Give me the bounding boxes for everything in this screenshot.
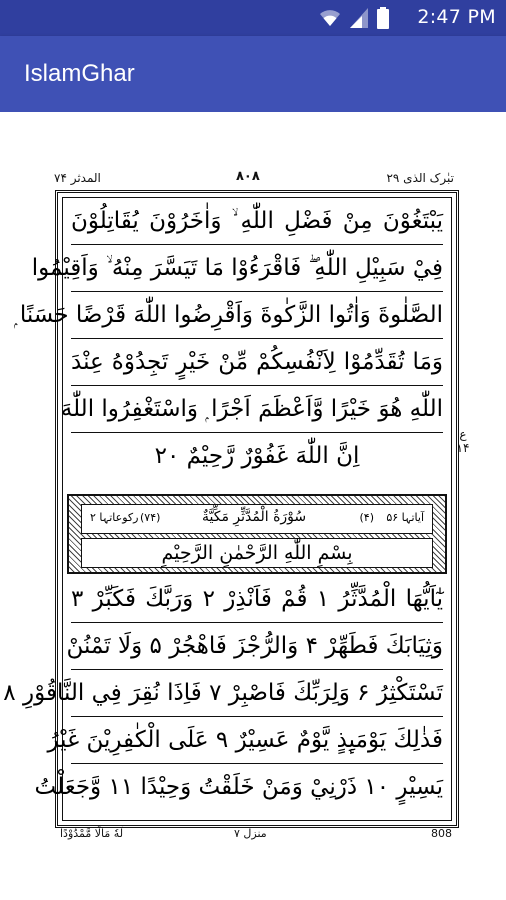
- ruku-margin-mark: ع ۱۴: [456, 427, 470, 455]
- header-juz-name: تبٰرک الذی ۲۹: [386, 171, 454, 185]
- header-surah-name: المدثر ۷۴: [54, 171, 101, 185]
- verse-line: اللّٰهِ هُوَ خَيْرًا وَّاَعْظَمَ اَجْرًا ۭ وَاسْتَغْفِرُوا اللّٰهَ: [71, 386, 443, 433]
- app-title: IslamGhar: [24, 60, 135, 87]
- verse-line: فَذٰلِكَ يَوْمَىِٕذٍ يَّوْمٌ عَسِيْرٌ ۹ عَلَى الْكٰفِرِيْنَ غَيْرُ: [71, 717, 443, 764]
- cell-signal-icon: [348, 6, 370, 30]
- verse-line: فِيْ سَبِيْلِ اللّٰهِ ۖ فَاقْرَءُوْا مَا تَيَسَّرَ مِنْهُ ۙ وَاَقِيْمُوا: [71, 245, 443, 292]
- page-header: [54, 167, 454, 189]
- verse-line: اِنَّ اللّٰهَ غَفُوْرٌ رَّحِيْمٌ ۲۰: [154, 443, 360, 469]
- page-frame: [3, 190, 459, 828]
- verse-line: وَثِيَابَكَ فَطَهِّرْ ۴ وَالرُّجْزَ فَاهْجُرْ ۵ وَلَا تَمْنُنْ: [71, 623, 443, 670]
- footer-page-number: 808: [431, 827, 452, 840]
- revelation-order: (۴): [359, 511, 374, 524]
- surah-number: (۷۴): [140, 511, 161, 524]
- footer-catchword: لَهٗ مَالًا مَّمْدُوْدًا: [60, 827, 124, 840]
- ruku-count: رکوعاتہا ۲: [90, 511, 139, 524]
- bismillah: بِسْمِ اللّٰهِ الرَّحْمٰنِ الرَّحِيْمِ: [81, 538, 433, 568]
- verse-line: وَمَا تُقَدِّمُوْا لِاَنْفُسِكُمْ مِّنْ خَيْرٍ تَجِدُوْهُ عِنْدَ: [71, 339, 443, 386]
- surah-title-box: [81, 504, 433, 534]
- verse-line: يَبْتَغُوْنَ مِنْ فَضْلِ اللّٰهِ ۙ وَاٰخَرُوْنَ يُقَاتِلُوْنَ: [71, 198, 443, 245]
- quran-page-viewer[interactable]: [0, 112, 506, 900]
- surah-banner: [67, 494, 447, 574]
- status-icons: [318, 6, 398, 30]
- wifi-icon: [318, 6, 342, 30]
- page-footer: [56, 825, 454, 845]
- verse-line: الصَّلٰوةَ وَاٰتُوا الزَّكٰوةَ وَاَقْرِضُوا اللّٰهَ قَرْضًا حَسَنًا ۭ: [71, 292, 443, 339]
- verse-line: يَسِيْرٍ ۱۰ ذَرْنِيْ وَمَنْ خَلَقْتُ وَحِيْدًا ۱۱ وَّجَعَلْتُ: [34, 774, 443, 800]
- page-inner-border: [3, 197, 452, 821]
- verse-line: يٰٓاَيُّهَا الْمُدَّثِّرُ ۱ قُمْ فَاَنْذِرْ ۲ وَرَبَّكَ فَكَبِّرْ ۳: [71, 576, 443, 623]
- battery-icon: [376, 6, 390, 30]
- verse-line: تَسْتَكْثِرُ ۶ وَلِرَبِّكَ فَاصْبِرْ ۷ فَاِذَا نُقِرَ فِي النَّاقُوْرِ ۸: [71, 670, 443, 717]
- ayat-count: آیاتہا ۵۶: [386, 511, 424, 524]
- app-bar: [0, 36, 506, 112]
- footer-manzil: منزل ۷: [234, 827, 267, 840]
- header-page-number: ۸۰۸: [236, 169, 260, 184]
- status-bar: [0, 0, 506, 36]
- surah-title: سُوْرَةُ الْمُدَّثِّرِ مَكِّيَّةٌ: [202, 509, 307, 525]
- status-time: 2:47 PM: [417, 6, 496, 28]
